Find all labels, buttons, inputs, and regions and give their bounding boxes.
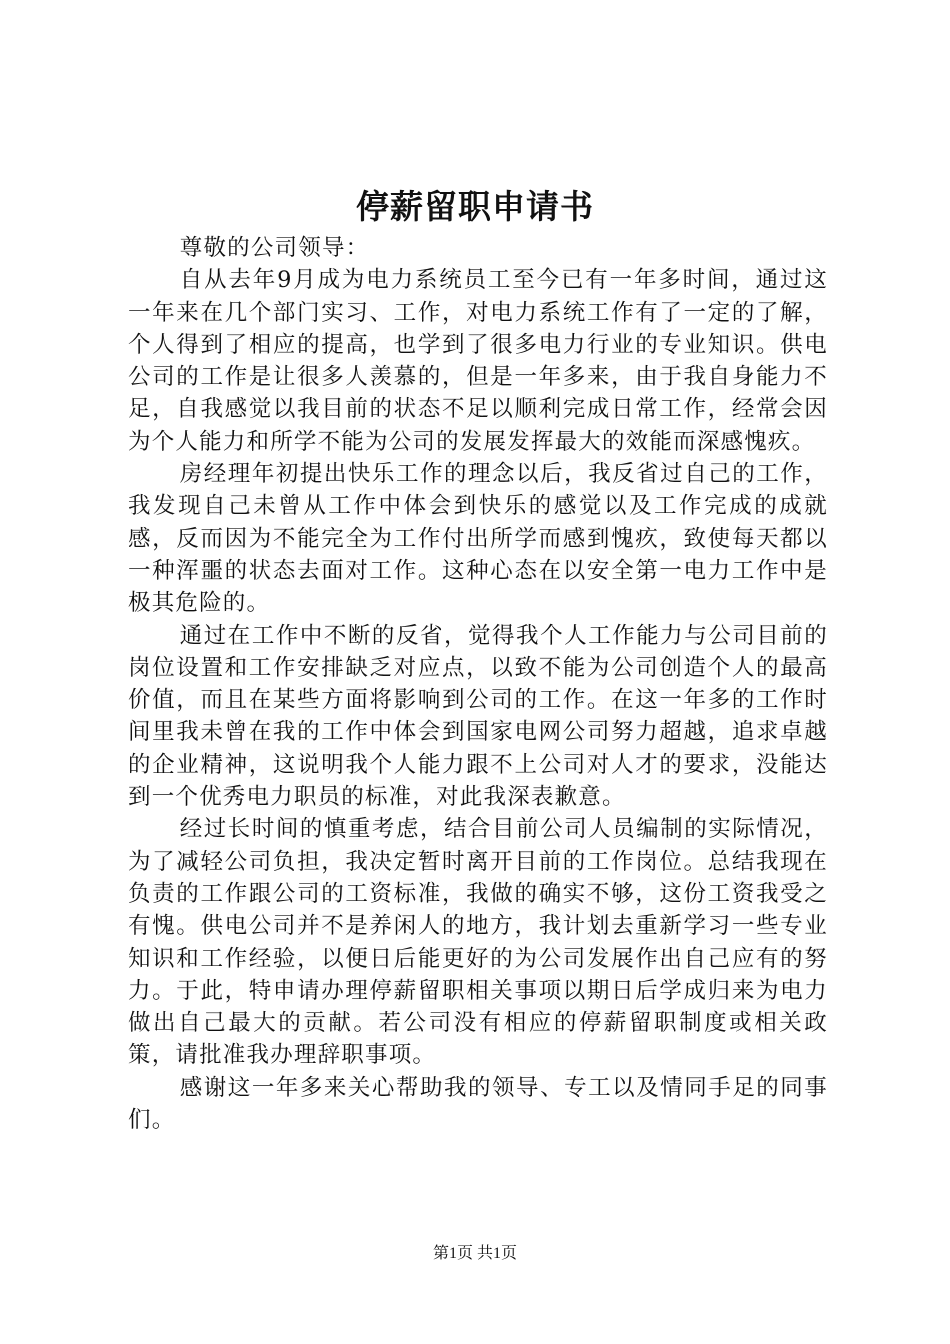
paragraph-1: 自从去年9月成为电力系统员工至今已有一年多时间，通过这一年来在几个部门实习、工作，对电力系统工作有了一定的了解，个人得到了相应的提高，也学到了很多电力行业的专业知识。供电公司的工作是让很多人羡慕的，但是一年多来，由于我自身能力不足，自我感觉以我目前的状态不足以顺利完成日常工作，经常会因为个人能力和所学不能为公司的发展发挥最大的效能而深感愧疚。	[128, 267, 828, 455]
document-title: 停薪留职申请书	[356, 187, 594, 226]
paragraph-5: 感谢这一年多来关心帮助我的领导、专工以及情同手足的同事们。	[128, 1074, 828, 1134]
paragraph-4: 经过长时间的慎重考虑，结合目前公司人员编制的实际情况，为了减轻公司负担，我决定暂时离开目前的工作岗位。总结我现在负责的工作跟公司的工资标准，我做的确实不够，这份工资我受之有愧。供电公司并不是养闲人的地方，我计划去重新学习一些专业知识和工作经验，以便日后能更好的为公司发展作出自己应有的努力。于此，特申请办理停薪留职相关事项以期日后学成归来为电力做出自己最大的贡献。若公司没有相应的停薪留职制度或相关政策，请批准我办理辞职事项。	[128, 816, 828, 1069]
document-body	[128, 232, 828, 1136]
salutation: 尊敬的公司领导：	[179, 235, 370, 261]
paragraph-3: 通过在工作中不断的反省，觉得我个人工作能力与公司目前的岗位设置和工作安排缺乏对应点，以致不能为公司创造个人的最高价值，而且在某些方面将影响到公司的工作。在这一年多的工作时间里我未曾在我的工作中体会到国家电网公司努力超越，追求卓越的企业精神，这说明我个人能力跟不上公司对人才的要求，没能达到一个优秀电力职员的标准，对此我深表歉意。	[128, 622, 828, 811]
page-footer: 第1页 共1页	[432, 1245, 517, 1262]
paragraph-2: 房经理年初提出快乐工作的理念以后，我反省过自己的工作，我发现自己未曾从工作中体会到快乐的感觉以及工作完成的成就感，反而因为不能完全为工作付出所学而感到愧疚，致使每天都以一种浑噩的状态去面对工作。这种心态在以安全第一电力工作中是极其危险的。	[128, 461, 828, 617]
